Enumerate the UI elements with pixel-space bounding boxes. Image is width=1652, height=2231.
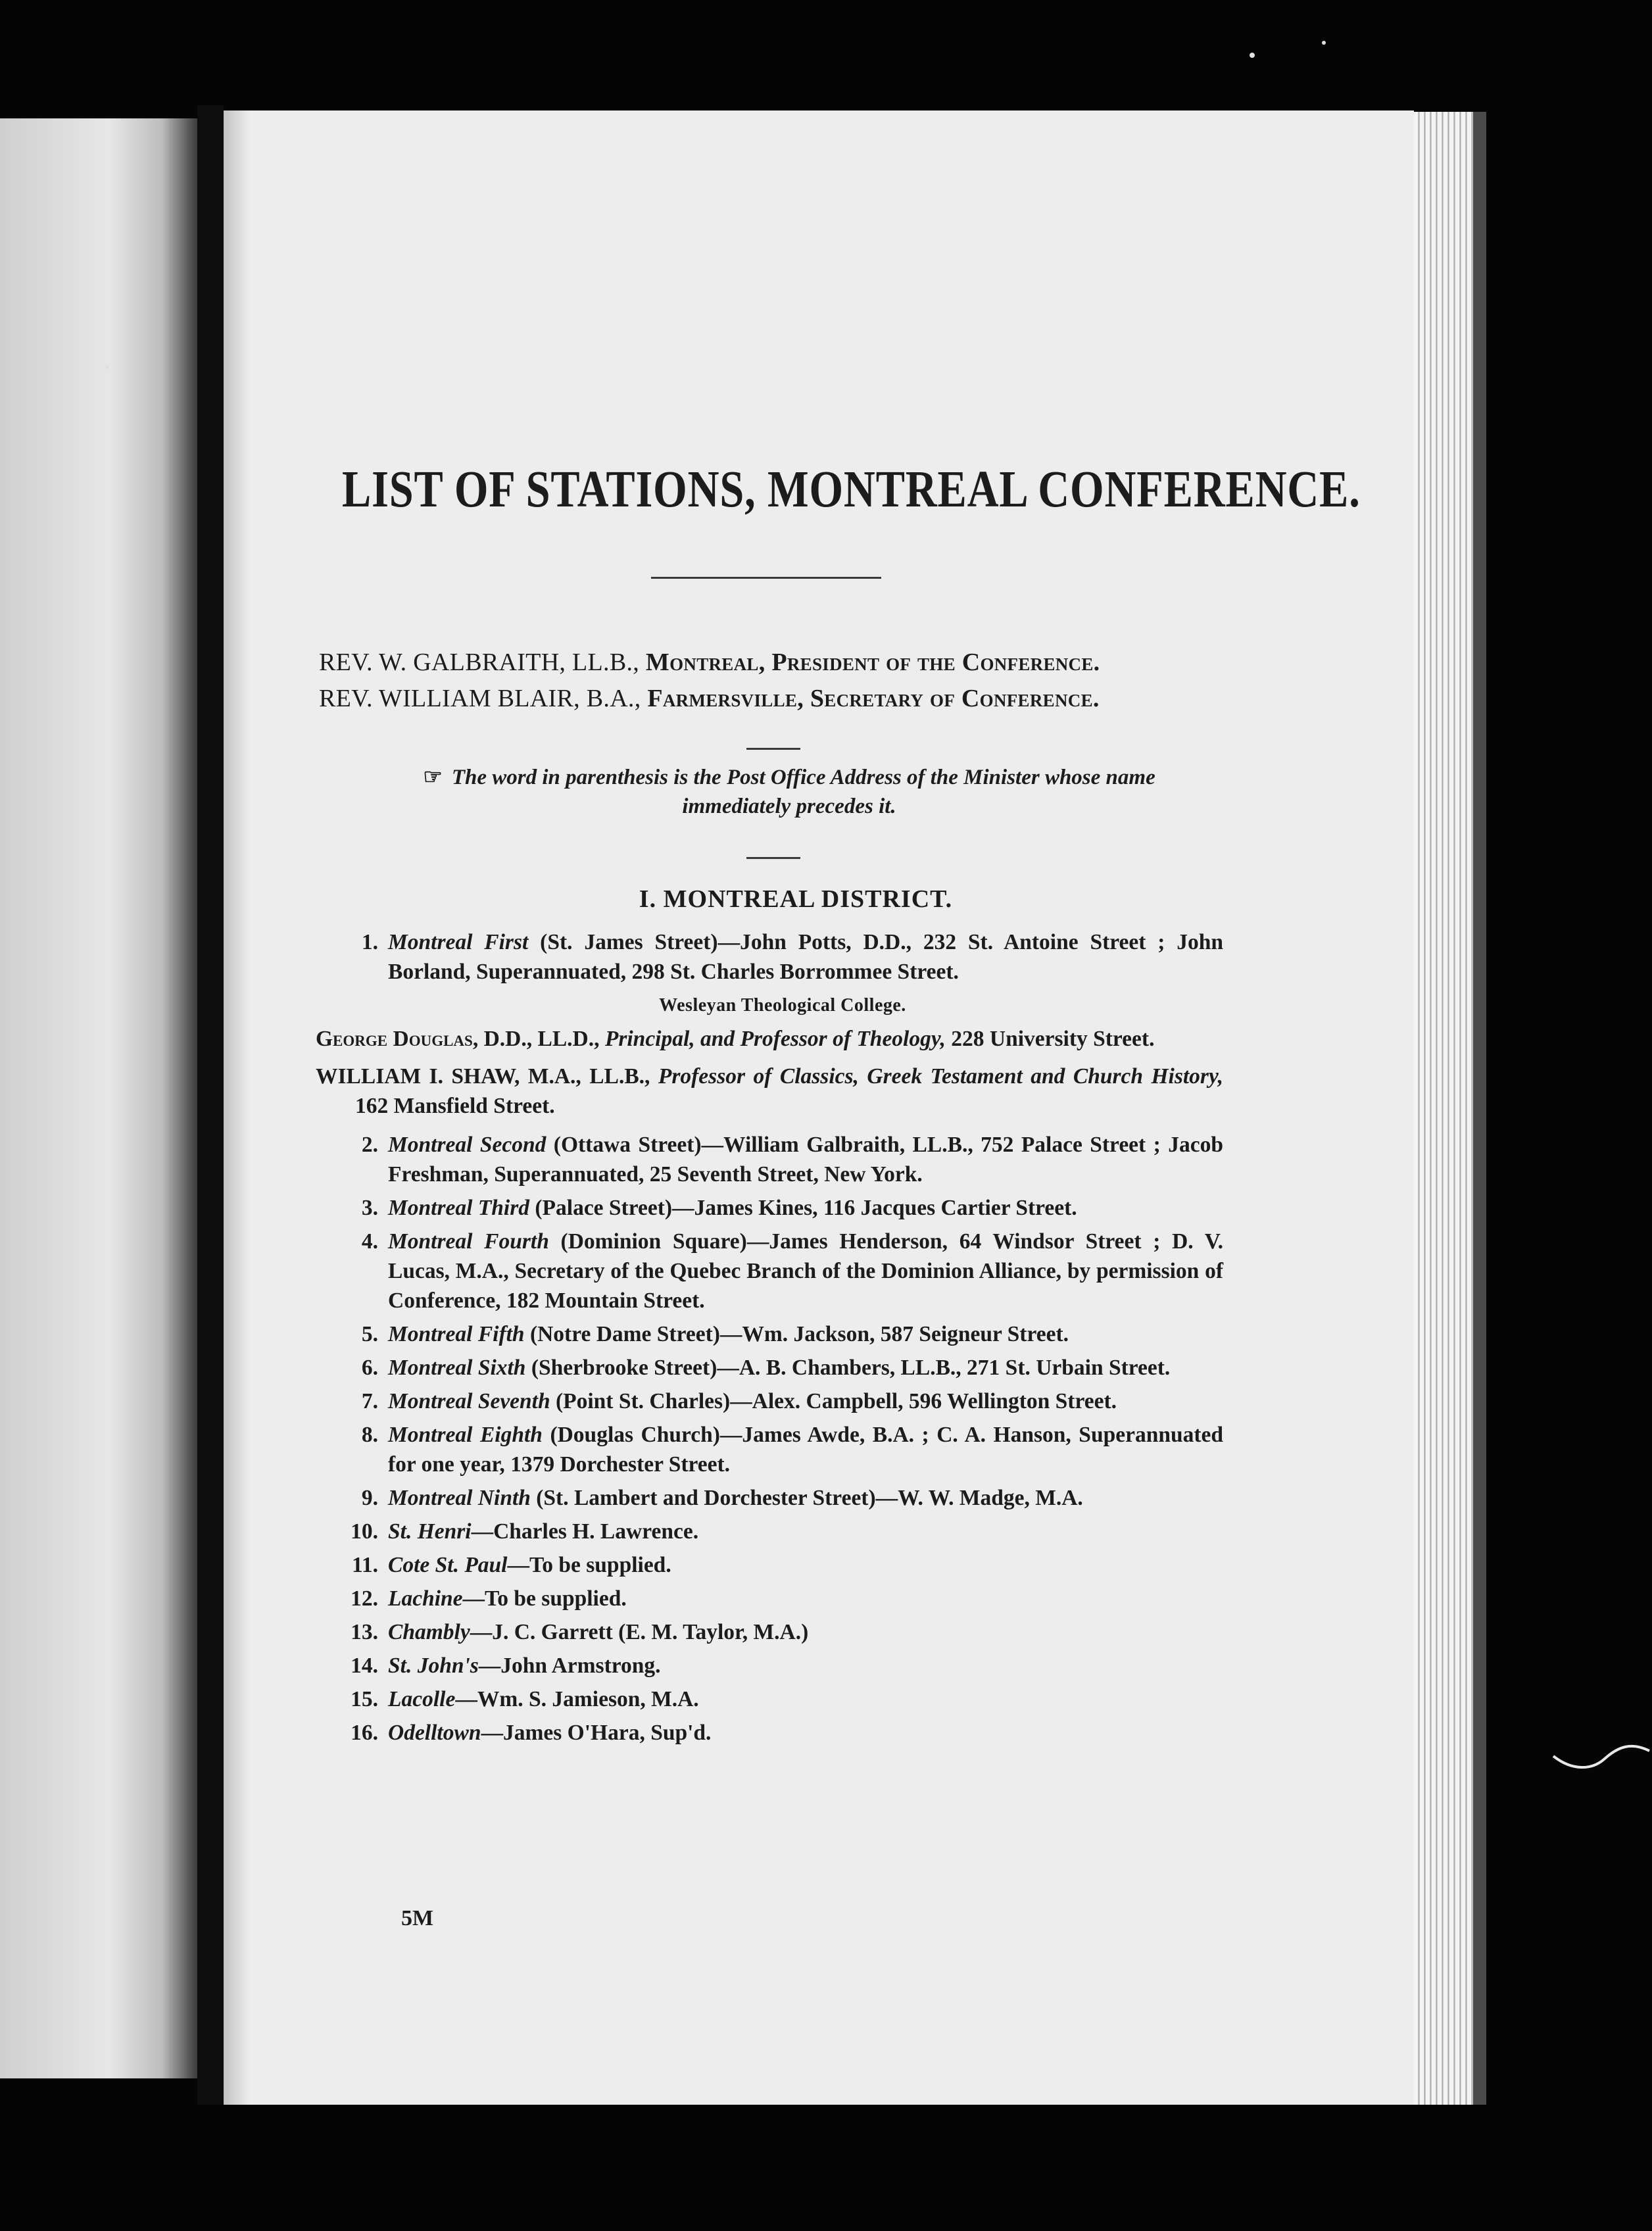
station-details: —To be supplied. (462, 1586, 627, 1611)
station-number: 13. (351, 1620, 378, 1644)
station-number: 7. (361, 1389, 378, 1413)
section-rule (746, 857, 800, 859)
station-name: St. Henri (388, 1519, 472, 1544)
station-details: (Point St. Charles)—Alex. Campbell, 596 Wellington Street. (550, 1389, 1117, 1413)
station-name: Montreal Fifth (388, 1322, 525, 1346)
paper-curl-mark (1552, 1736, 1651, 1776)
station-number: 14. (351, 1654, 378, 1678)
professor-name: George Douglas, (316, 1027, 479, 1051)
station-name: Montreal Second (388, 1133, 547, 1157)
pointing-hand-icon: ☞ (423, 766, 443, 789)
station-number: 1. (361, 930, 378, 954)
station-name: Montreal Third (388, 1196, 530, 1220)
scan-speck (1322, 41, 1326, 45)
station-entry (303, 1386, 1223, 1416)
title-rule (651, 577, 881, 579)
page-edges-shadow (1473, 112, 1486, 2105)
station-details: (Notre Dame Street)—Wm. Jackson, 587 Seigneur Street. (524, 1322, 1069, 1346)
station-name: Lachine (388, 1586, 463, 1611)
station-name: Odelltown (388, 1721, 481, 1745)
station-entry (303, 1353, 1223, 1383)
district-heading: I. MONTREAL DISTRICT. (639, 885, 953, 913)
station-name: Chambly (388, 1620, 470, 1644)
officer-name: REV. W. GALBRAITH, LL.B., (319, 649, 640, 676)
station-name: St. John's (388, 1654, 479, 1678)
station-name: Montreal Seventh (388, 1389, 550, 1413)
page-title: LIST OF STATIONS, MONTREAL CONFERENCE. (342, 461, 1361, 518)
note-line: ☞ The word in parenthesis is the Post Office Address of the Minister whose name (423, 766, 1155, 789)
station-details: (Palace Street)—James Kines, 116 Jacques Cartier Street. (529, 1196, 1077, 1220)
station-name: Cote St. Paul (388, 1553, 508, 1577)
station-number: 2. (361, 1133, 378, 1157)
signature-mark: 5M (401, 1906, 434, 1930)
note-line: immediately precedes it. (682, 795, 896, 818)
book-gutter (197, 105, 224, 2105)
station-details: (Ottawa Street)—William Galbraith, LL.B., 752 Palace Street ; Jacob Freshman, Superannuated, 25 Seventh Street, New York. (388, 1133, 1223, 1187)
college-heading: Wesleyan Theological College. (659, 995, 906, 1016)
station-number: 12. (351, 1586, 378, 1611)
station-entry (303, 1483, 1223, 1513)
professor-entry: George Douglas, D.D., LL.D., Principal, and Professor of Theology, 228 University Street. (316, 1027, 1155, 1051)
officer-role: Secretary of Conference. (810, 685, 1100, 712)
professor-name: WILLIAM I. SHAW, (316, 1064, 520, 1089)
station-number: 8. (361, 1423, 378, 1447)
professor-entry: WILLIAM I. SHAW, M.A., LL.B., Professor of Classics, Greek Testament and Church History, 162 Mansfield Street. (316, 1064, 1223, 1118)
station-name: Montreal Fourth (388, 1229, 549, 1254)
station-details: —Wm. S. Jamieson, M.A. (455, 1687, 699, 1711)
station-number: 3. (361, 1196, 378, 1220)
station-entry (303, 1684, 1223, 1714)
station-number: 15. (351, 1687, 378, 1711)
station-number: 10. (351, 1519, 378, 1544)
station-entry (303, 1550, 1223, 1580)
scan-speck (1250, 53, 1255, 58)
station-details: —J. C. Garrett (E. M. Taylor, M.A.) (470, 1620, 809, 1644)
officer-secretary (319, 684, 1259, 713)
station-details: —To be supplied. (507, 1553, 671, 1577)
station-details: (St. James Street)—John Potts, D.D., 232 St. Antoine Street ; John Borland, Superannuated, 298 St. Charles Borrommee Street. (388, 930, 1223, 984)
station-entry (303, 927, 1223, 987)
left-facing-page (0, 118, 197, 2078)
page-edges (1414, 112, 1473, 2105)
station-number: 5. (361, 1322, 378, 1346)
station-name: Montreal First (388, 930, 529, 954)
station-details: —John Armstrong. (478, 1654, 661, 1678)
station-entry (303, 1718, 1223, 1748)
station-name: Montreal Ninth (388, 1486, 531, 1510)
station-entry (303, 1193, 1223, 1223)
station-entry (303, 1617, 1223, 1647)
station-number: 11. (351, 1553, 378, 1577)
officer-place: Farmersville, (647, 685, 804, 712)
station-entry (303, 1420, 1223, 1479)
station-number: 9. (361, 1486, 378, 1510)
officer-name: REV. WILLIAM BLAIR, B.A., (319, 685, 641, 712)
station-name: Montreal Sixth (388, 1356, 526, 1380)
station-entry (303, 1319, 1223, 1349)
officer-role: President of the Conference. (771, 649, 1100, 676)
section-rule (746, 748, 800, 750)
page-gutter-shadow (224, 110, 250, 2105)
station-details: —Charles H. Lawrence. (471, 1519, 699, 1544)
officer-place: Montreal, (645, 649, 765, 676)
station-number: 6. (361, 1356, 378, 1380)
station-name: Montreal Eighth (388, 1423, 543, 1447)
station-entry (303, 1517, 1223, 1546)
station-details: (St. Lambert and Dorchester Street)—W. W. Madge, M.A. (530, 1486, 1083, 1510)
professor-title: Principal, and Professor of Theology, (604, 1027, 946, 1051)
station-entry (303, 1651, 1223, 1680)
station-details: (Douglas Church)—James Awde, B.A. ; C. A. Hanson, Superannuated for one year, 1379 Dorchester Street. (388, 1423, 1223, 1477)
station-details: —James O'Hara, Sup'd. (481, 1721, 712, 1745)
station-entries (303, 1130, 1223, 1748)
station-details: (Dominion Square)—James Henderson, 64 Windsor Street ; D. V. Lucas, M.A., Secretary of the Quebec Branch of the Dominion Alliance, by permission of Conference, 182 Mountain Street. (388, 1229, 1223, 1313)
professor-title: Professor of Classics, Greek Testament and Church History, (658, 1064, 1223, 1089)
station-entry (303, 1227, 1223, 1315)
station-entry (303, 1584, 1223, 1613)
station-number: 16. (351, 1721, 378, 1745)
station-details: (Sherbrooke Street)—A. B. Chambers, LL.B., 271 St. Urbain Street. (525, 1356, 1171, 1380)
station-entry (303, 1130, 1223, 1189)
station-number: 4. (361, 1229, 378, 1254)
scan-speck (105, 365, 109, 369)
station-name: Lacolle (388, 1687, 456, 1711)
address-note (316, 763, 1263, 821)
station-list (303, 927, 1223, 1752)
officer-president (319, 648, 1259, 677)
